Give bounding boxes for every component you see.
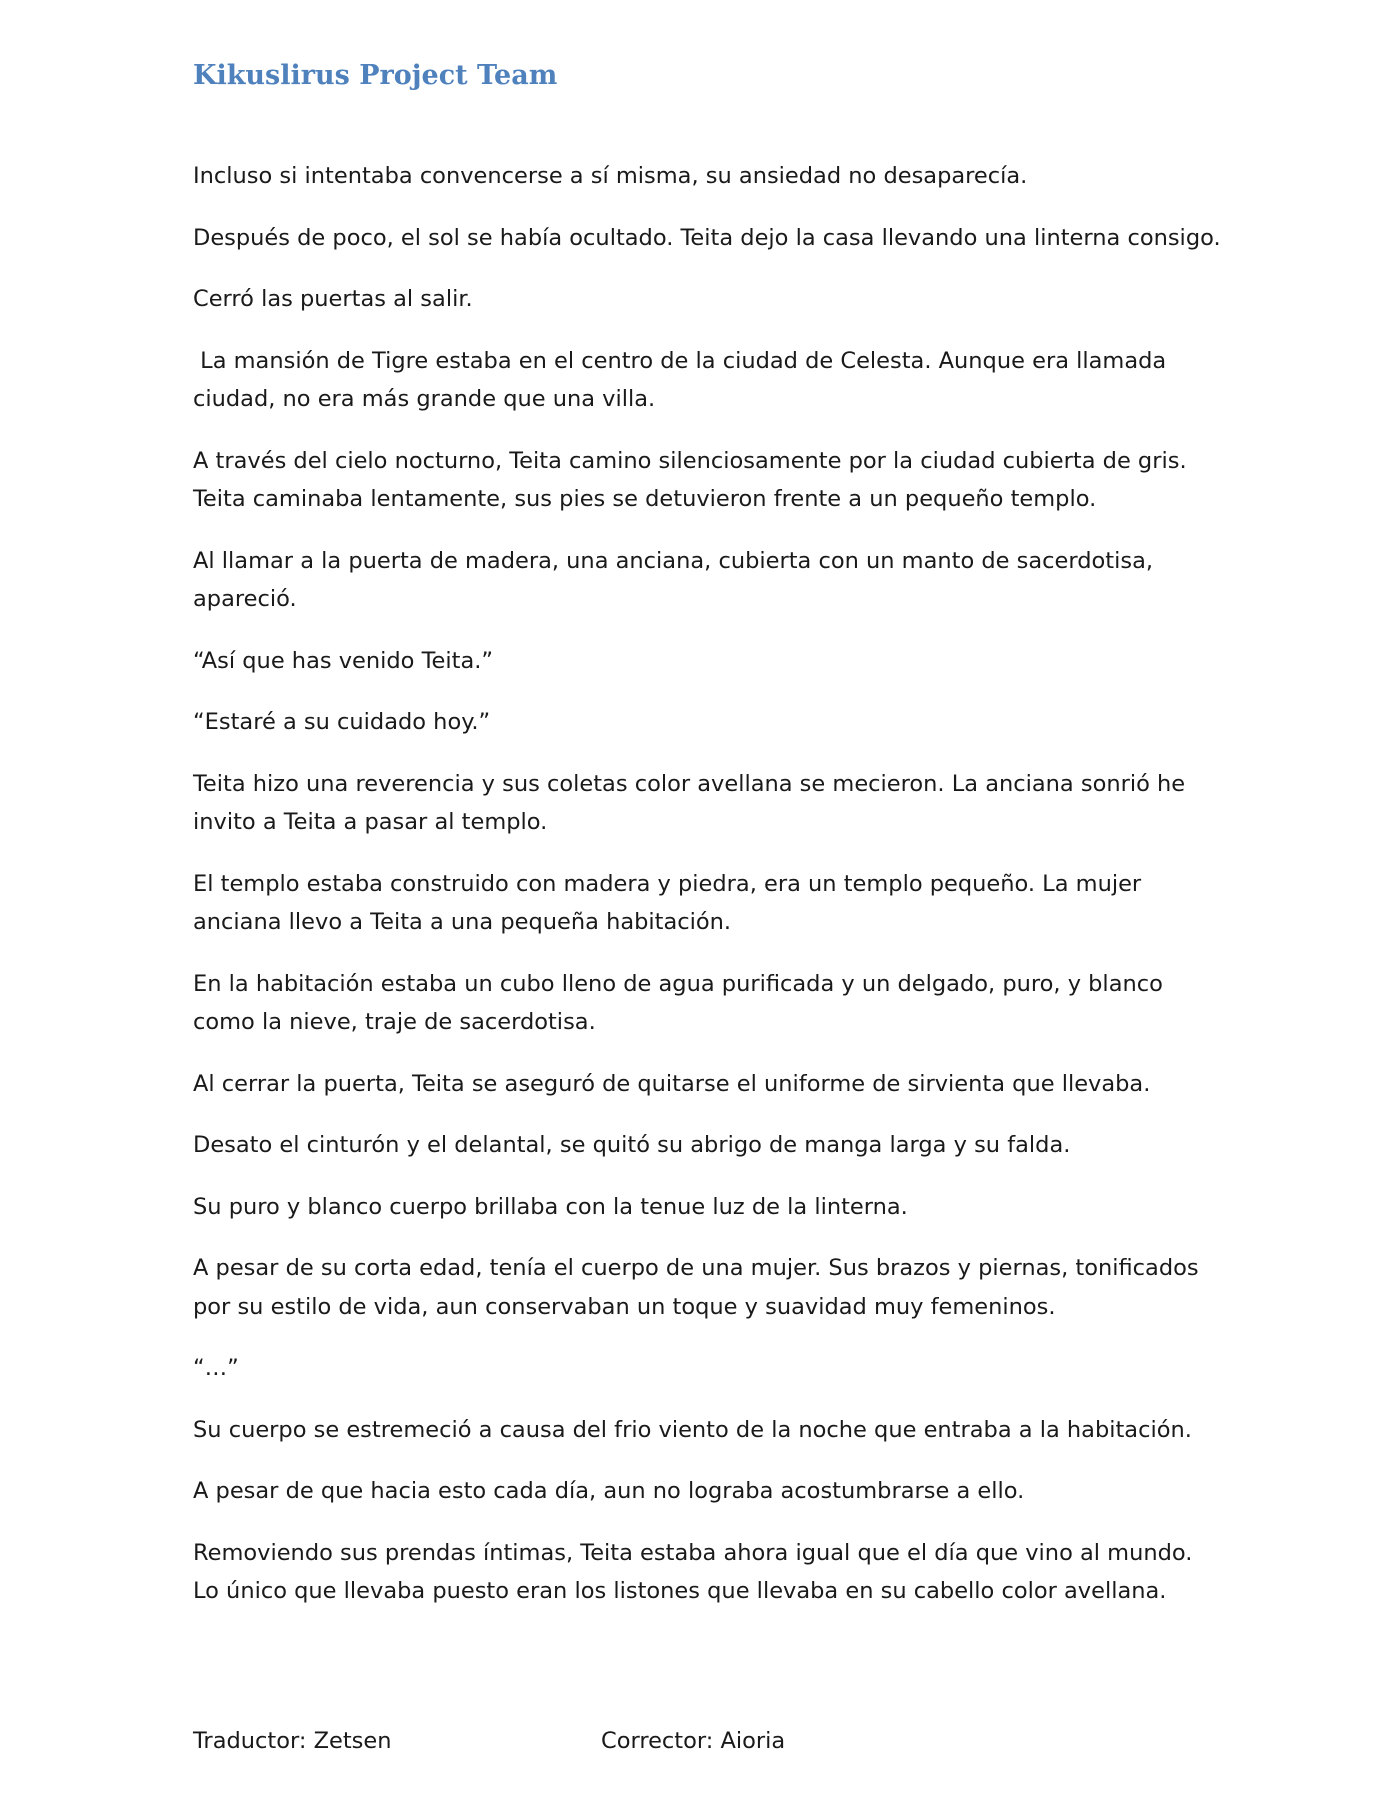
paragraph: Desato el cinturón y el delantal, se quitó su abrigo de manga larga y su falda. (193, 1132, 1071, 1158)
translator-credit: Traductor: Zetsen (193, 1728, 392, 1754)
paragraph: Teita hizo una reverencia y sus coletas color avellana se mecieron. La anciana sonrió he invito a Teita a pasar al templo. (193, 770, 1193, 835)
paragraph: Al cerrar la puerta, Teita se aseguró de quitarse el uniforme de sirvienta que llevaba. (193, 1070, 1151, 1097)
corrector-credit: Corrector: Aioria (601, 1728, 786, 1754)
header-title: Kikuslirus Project Team (193, 60, 558, 91)
paragraph: “…” (193, 1355, 239, 1381)
paragraph: Removiendo sus prendas íntimas, Teita estaba ahora igual que el día que vino al mundo. Lo único que llevaba puesto eran los listones que llevaba en su cabello color avellana. (193, 1539, 1200, 1604)
document-body (193, 157, 1223, 1634)
paragraph: A través del cielo nocturno, Teita camino silenciosamente por la ciudad cubierta de gris. Teita caminaba lentamente, sus pies se detuvieron frente a un pequeño templo. (193, 447, 1194, 512)
paragraph: Cerró las puertas al salir. (193, 286, 473, 312)
paragraph: “Así que has venido Teita.” (193, 647, 494, 674)
paragraph: “Estaré a su cuidado hoy.” (193, 709, 491, 735)
paragraph: A pesar de que hacia esto cada día, aun no lograba acostumbrarse a ello. (193, 1478, 1025, 1504)
paragraph: Su cuerpo se estremeció a causa del frio viento de la noche que entraba a la habitación. (193, 1416, 1192, 1443)
paragraph: El templo estaba construido con madera y piedra, era un templo pequeño. La mujer anciana llevo a Teita a una pequeña habitación. (193, 870, 1149, 935)
paragraph: A pesar de su corta edad, tenía el cuerpo de una mujer. Sus brazos y piernas, tonificados por su estilo de vida, aun conservaban un toque y suavidad muy femeninos. (193, 1255, 1206, 1320)
paragraph: Al llamar a la puerta de madera, una anciana, cubierta con un manto de sacerdotisa, apareció. (193, 547, 1161, 612)
paragraph: Su puro y blanco cuerpo brillaba con la tenue luz de la linterna. (193, 1193, 908, 1220)
paragraph: Después de poco, el sol se había ocultado. Teita dejo la casa llevando una linterna consigo. (193, 224, 1221, 251)
paragraph: En la habitación estaba un cubo lleno de agua purificada y un delgado, puro, y blanco como la nieve, traje de sacerdotisa. (193, 970, 1171, 1035)
paragraph: La mansión de Tigre estaba en el centro de la ciudad de Celesta. Aunque era llamada ciudad, no era más grande que una villa. (193, 347, 1174, 412)
paragraph: Incluso si intentaba convencerse a sí misma, su ansiedad no desaparecía. (193, 163, 1028, 189)
